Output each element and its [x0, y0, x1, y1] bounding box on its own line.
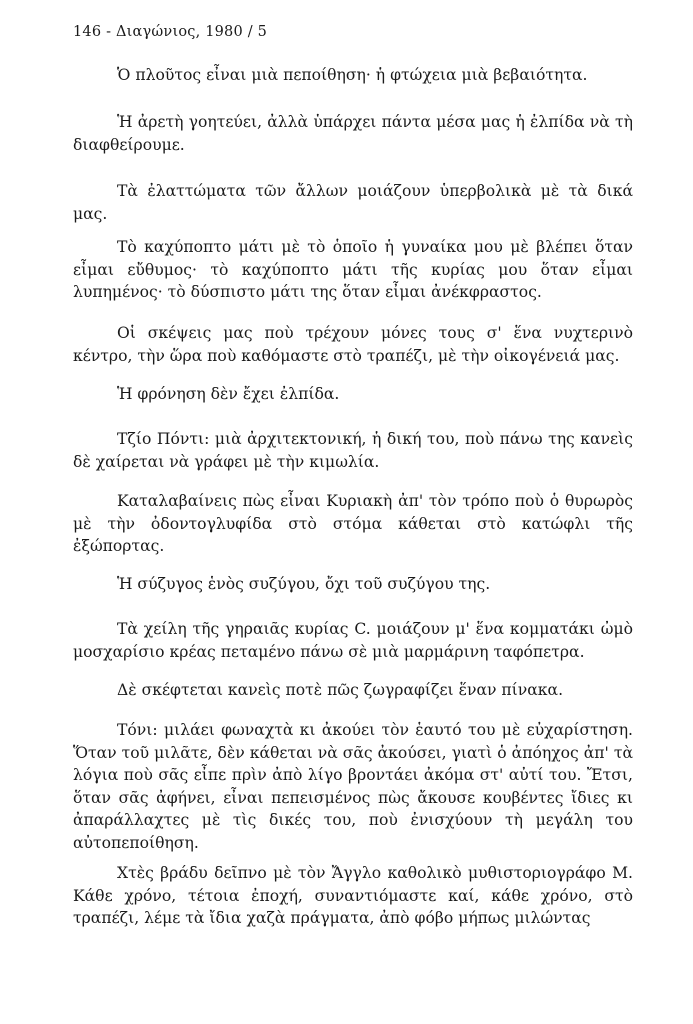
paragraph-tony: Τόνι: μιλάει φωναχτὰ κι ἀκούει τὸν ἑαυτό του μὲ εὐχαρίστηση. Ὅταν τοῦ μιλᾶτε, δὲν κάθεται νὰ σᾶς ἀκούσει, γιατὶ ὁ ἀπόηχος ἀπ' τὰ λόγια ποὺ σᾶς εἶπε πρὶν ἀπὸ λίγο βροντάει ἀκόμα στ' αὐτί του. Ἔτσι, ὅταν σᾶς ἀφήνει, εἶναι πεπεισμένος πὼς ἄκουσε κουβέντες ἴδιες κι ἀπαράλλαχτες μὲ τὶς δικές του, ποὺ ἐνισχύουν τὴ μεγάλη του αὐτοπεποίθηση.: [73, 721, 633, 852]
aphorism-wealth: Ὁ πλοῦτος εἶναι μιὰ πεποίθηση· ἡ φτώχεια μιὰ βεβαιότητα.: [117, 66, 588, 84]
aphorism-thoughts: Οἱ σκέψεις μας ποὺ τρέχουν μόνες τους σ' ἕνα νυχτερινὸ κέντρο, τὴν ὥρα ποὺ καθόμαστε στὸ τραπέζι, μὲ τὴν οἰκογένειά μας.: [73, 324, 633, 365]
aphorism-suspicious-eye: Τὸ καχύποπτο μάτι μὲ τὸ ὁποῖο ἡ γυναίκα μου μὲ βλέπει ὅταν εἶμαι εὔθυμος· τὸ καχύποπτο μάτι τῆς κυρίας μου ὅταν εἶμαι λυπημένος· τὸ δύσπιστο μάτι της ὅταν εἶμαι ἀνέκφραστος.: [73, 238, 633, 301]
aphorism-lips: Τὰ χείλη τῆς γηραιᾶς κυρίας C. μοιάζουν μ' ἕνα κομματάκι ὠμὸ μοσχαρίσιο κρέας πεταμένο πάνω σὲ μιὰ μαρμάρινη ταφόπετρα.: [73, 620, 633, 661]
aphorism-painting: Δὲ σκέφτεται κανεὶς ποτὲ πῶς ζωγραφίζει ἕναν πίνακα.: [117, 681, 564, 699]
aphorism-sunday: Καταλαβαίνεις πὼς εἶναι Κυριακὴ ἀπ' τὸν τρόπο ποὺ ὁ θυρωρὸς μὲ τὴν ὀδοντογλυφίδα στὸ στόμα κάθεται στὸ κατώφλι τῆς ἐξώπορτας.: [73, 492, 633, 555]
aphorism-virtue: Ἡ ἀρετὴ γοητεύει, ἀλλὰ ὑπάρχει πάντα μέσα μας ἡ ἐλπίδα νὰ τὴ διαφθείρουμε.: [73, 113, 633, 154]
aphorism-flaws: Τὰ ἐλαττώματα τῶν ἄλλων μοιάζουν ὑπερβολικὰ μὲ τὰ δικά μας.: [73, 182, 633, 223]
paragraph-dinner: Χτὲς βράδυ δεῖπνο μὲ τὸν Ἄγγλο καθολικὸ μυθιστοριογράφο Μ. Κάθε χρόνο, τέτοια ἐποχή, συναντιόμαστε καί, κάθε χρόνο, στὸ τραπέζι, λέμε τὰ ἴδια χαζὰ πράγματα, ἀπὸ φόβο μήπως μιλώντας: [73, 864, 633, 927]
aphorism-spouse: Ἡ σύζυγος ἑνὸς συζύγου, ὄχι τοῦ συζύγου της.: [117, 575, 491, 593]
aphorism-gio-ponti: Τζίο Πόντι: μιὰ ἀρχιτεκτονική, ἡ δική του, ποὺ πάνω της κανεὶς δὲ χαίρεται νὰ γράφει μὲ τὴν κιμωλία.: [73, 430, 633, 471]
aphorism-prudence: Ἡ φρόνηση δὲν ἔχει ἐλπίδα.: [117, 385, 340, 403]
running-head: 146 - Διαγώνιος, 1980 / 5: [73, 24, 268, 40]
